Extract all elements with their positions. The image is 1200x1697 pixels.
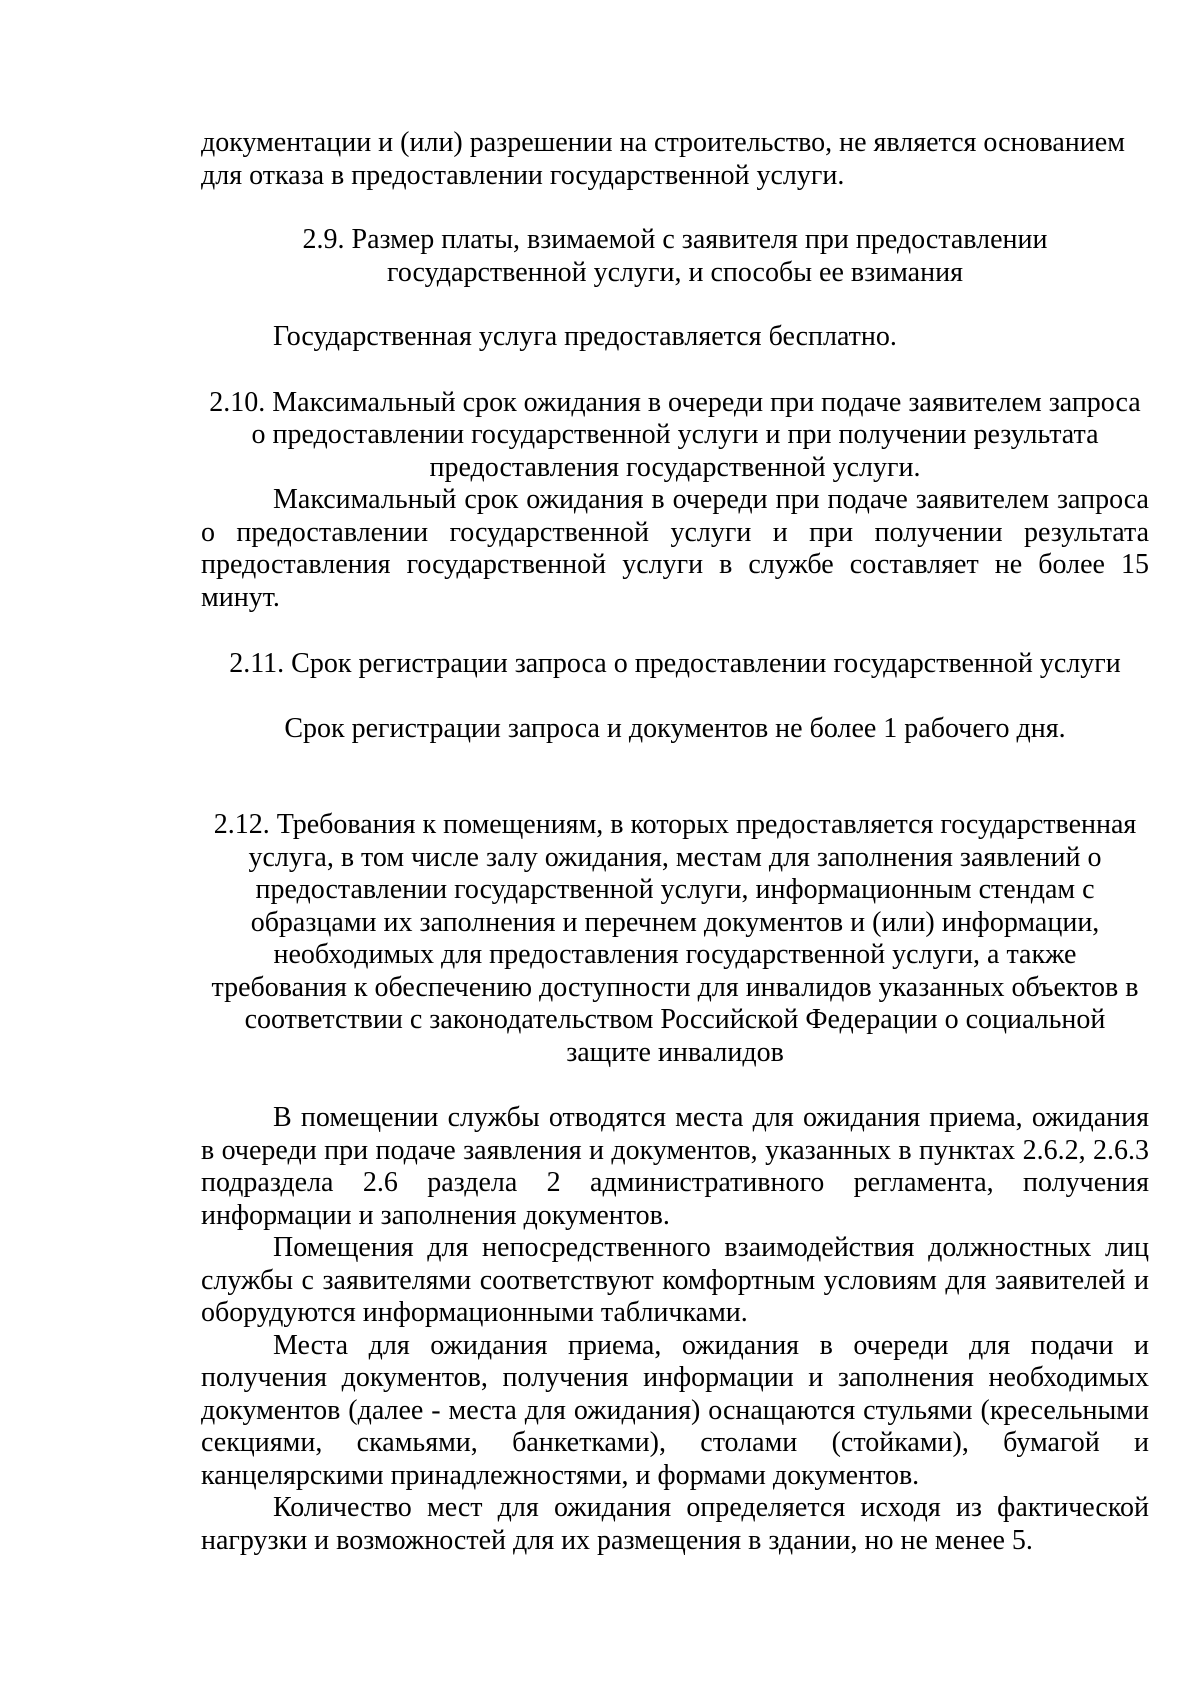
intro-paragraph: документации и (или) разрешении на строительство, не является основанием для отказа в предоставлении государственной услуги.	[201, 127, 1125, 191]
section-2-9-body: Государственная услуга предоставляется бесплатно.	[273, 321, 897, 352]
document-page	[201, 127, 1149, 1557]
heading-line: государственной услуги, и способы ее взимания	[387, 256, 963, 288]
heading-line: предоставлении государственной услуги, информационным стендам с	[255, 874, 1095, 905]
heading-line: образцами их заполнения и перечнем документов и (или) информации,	[250, 906, 1100, 938]
heading-line: предоставления государственной услуги.	[429, 451, 921, 483]
section-2-9-heading	[201, 224, 1149, 289]
heading-line: 2.10. Максимальный срок ожидания в очереди при подаче заявителем запроса	[209, 386, 1141, 418]
section-2-12-paragraph-2: Помещения для непосредственного взаимодействия должностных лиц службы с заявителями соответствуют комфортным условиям для заявителей и оборудуются информационными табличками.	[201, 1232, 1149, 1328]
heading-line: услуга, в том числе залу ожидания, местам для заполнения заявлений о	[248, 841, 1102, 873]
heading-line: защите инвалидов	[566, 1036, 784, 1068]
section-2-11-heading	[201, 648, 1149, 681]
heading-line: соответствии с законодательством Российской Федерации о социальной	[244, 1004, 1106, 1035]
section-2-12-paragraph-3: Места для ожидания приема, ожидания в очереди для подачи и получения документов, получения информации и заполнения необходимых документов (далее - места для ожидания) оснащаются стульями (кресельными секциями, скамьями, банкетками), столами (стойками), бумагой и канцелярскими принадлежностями, и формами документов.	[201, 1329, 1149, 1491]
section-2-10-body: Максимальный срок ожидания в очереди при подаче заявителем запроса о предоставлении государственной услуги и при получении результата предоставления государственной услуги в службе составляет не более 15 минут.	[201, 484, 1149, 613]
section-2-11-body	[201, 713, 1149, 746]
heading-line: 2.11. Срок регистрации запроса о предоставлении государственной услуги	[229, 648, 1121, 679]
heading-line: необходимых для предоставления государственной услуги, а также	[273, 939, 1077, 970]
heading-line: 2.12. Требования к помещениям, в которых предоставляется государственная	[213, 809, 1137, 840]
heading-line: требования к обеспечению доступности для инвалидов указанных объектов в	[211, 971, 1139, 1003]
heading-line: о предоставлении государственной услуги и при получении результата	[251, 419, 1099, 450]
section-2-12-paragraph-4: Количество мест для ожидания определяется исходя из фактической нагрузки и возможностей для их размещения в здании, но не менее 5.	[201, 1492, 1149, 1556]
section-2-12-paragraph-1: В помещении службы отводятся места для ожидания приема, ожидания в очереди при подаче заявления и документов, указанных в пунктах 2.6.2, 2.6.3 подраздела 2.6 раздела 2 административного регламента, получения информации и заполнения документов.	[201, 1102, 1149, 1231]
heading-line: 2.9. Размер платы, взимаемой с заявителя при предоставлении	[302, 224, 1048, 255]
section-2-12-heading	[201, 809, 1149, 1069]
body-line: Срок регистрации запроса и документов не более 1 рабочего дня.	[284, 712, 1066, 744]
section-2-10-heading	[201, 387, 1149, 485]
